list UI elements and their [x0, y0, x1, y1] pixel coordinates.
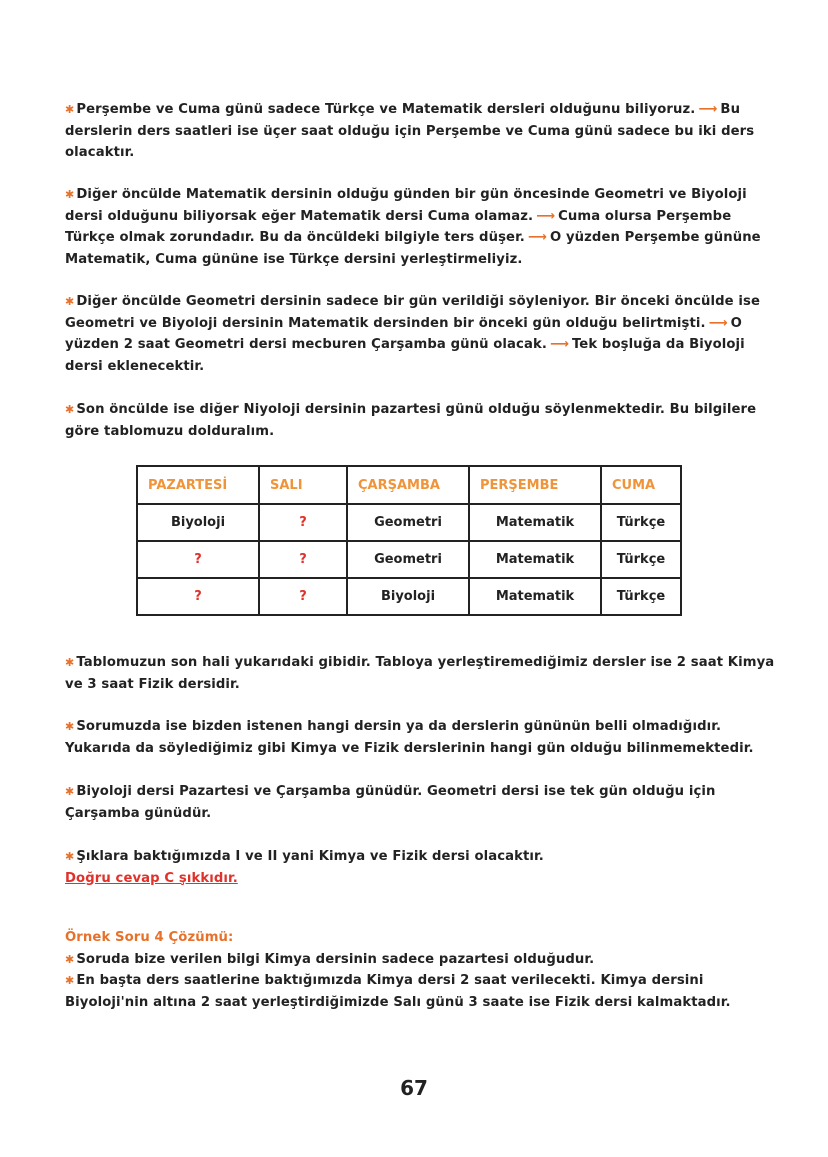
bullet-icon: ✱ [65, 720, 75, 733]
bullet-icon: ✱ [65, 403, 75, 416]
schedule-table [136, 465, 682, 616]
bullet-icon: ✱ [65, 188, 75, 201]
table-cell: Biyoloji [137, 504, 259, 541]
paragraph-text: O yüzden 2 saat Geometri dersi mecburen Çarşamba günü olacak. [65, 315, 742, 352]
table-header-row [137, 466, 681, 504]
table-cell: Biyoloji [347, 578, 469, 615]
table-cell: Türkçe [601, 504, 681, 541]
header-friday: CUMA [601, 466, 681, 504]
paragraph-table-final [65, 652, 777, 695]
paragraph-text: Sorumuzda ise bizden istenen hangi dersin ya da derslerin gününün belli olmadığıdır. Yukarıda da söylediğimiz gibi Kimya ve Fizik derslerinin hangi gün olduğu bilinmemektedir. [65, 719, 754, 756]
table-cell: Türkçe [601, 541, 681, 578]
table-row [137, 578, 681, 615]
paragraph-last-premise [65, 399, 777, 442]
table-cell: ? [259, 578, 347, 615]
table-row [137, 541, 681, 578]
section-title: Örnek Soru 4 Çözümü: [65, 930, 234, 945]
header-monday: PAZARTESİ [137, 466, 259, 504]
header-thursday: PERŞEMBE [469, 466, 601, 504]
table-cell: Matematik [469, 541, 601, 578]
paragraph-answer [65, 846, 777, 889]
table-cell: Geometri [347, 504, 469, 541]
table-cell: Matematik [469, 504, 601, 541]
table-cell: ? [259, 541, 347, 578]
table-row [137, 504, 681, 541]
paragraph-text: Biyoloji dersi Pazartesi ve Çarşamba günüdür. Geometri dersi ise tek gün olduğu için Çarşamba günüdür. [65, 784, 716, 821]
bullet-icon: ✱ [65, 295, 75, 308]
table-cell: ? [137, 541, 259, 578]
paragraph-text: En başta ders saatlerine baktığımızda Kimya dersi 2 saat verilecekti. Kimya dersini Biyoloji'nin altına 2 saat yerleştirdiğimizde Salı günü 3 saate ise Fizik dersi kalmaktadır. [65, 973, 731, 1010]
paragraph-text: O yüzden Perşembe gününe Matematik, Cuma gününe ise Türkçe dersini yerleştirmeliyiz. [65, 230, 761, 267]
paragraph-text: Tablomuzun son hali yukarıdaki gibidir. Tabloya yerleştiremediğimiz dersler ise 2 saat Kimya ve 3 saat Fizik dersidir. [65, 655, 775, 692]
paragraph-text: Soruda bize verilen bilgi Kimya dersinin sadece pazartesi olduğudur. [76, 951, 595, 967]
arrow-right-icon: ⟶ [708, 315, 728, 331]
arrow-right-icon: ⟶ [698, 102, 718, 117]
paragraph-thursday-friday [65, 99, 777, 164]
header-tuesday: SALI [259, 466, 347, 504]
paragraph-text: Şıklara baktığımızda I ve II yani Kimya ve Fizik dersi olacaktır. [76, 849, 544, 864]
paragraph-text: Diğer öncülde Matematik dersinin olduğu günden bir gün öncesinde Geometri ve Biyoloji dersi olduğunu biliyorsak eğer Matematik dersi Cuma olamaz. [65, 187, 747, 224]
bullet-icon: ✱ [65, 850, 75, 863]
table-cell: ? [259, 504, 347, 541]
bullet-icon: ✱ [65, 656, 75, 669]
paragraph-text: Son öncülde ise diğer Niyoloji dersinin pazartesi günü olduğu söylenmektedir. Bu bilgilere göre tablomuzu dolduralım. [65, 402, 757, 439]
page-number: 67 [400, 1076, 428, 1100]
arrow-right-icon: ⟶ [536, 208, 556, 224]
paragraph-text: Perşembe ve Cuma günü sadece Türkçe ve Matematik dersleri olduğunu biliyoruz. [76, 102, 696, 117]
bullet-icon: ✱ [65, 974, 75, 987]
table-cell: ? [137, 578, 259, 615]
paragraph-text: Bu derslerin ders saatleri ise üçer saat olduğu için Perşembe ve Cuma günü sadece bu iki ders olacaktır. [65, 102, 755, 160]
table-cell: Geometri [347, 541, 469, 578]
paragraph-text: Tek boşluğa da Biyoloji dersi eklenecektir. [65, 337, 745, 374]
paragraph-text: Cuma olursa Perşembe Türkçe olmak zorundadır. Bu da öncüldeki bilgiyle ters düşer. [65, 208, 732, 245]
bullet-icon: ✱ [65, 103, 75, 116]
example-4-solution [65, 927, 777, 1013]
paragraph-text: Diğer öncülde Geometri dersinin sadece bir gün verildiği söyleniyor. Bir önceki öncülde ise Geometri ve Biyoloji dersinin Matematik dersinden bir önceki gün olduğu belirtmişti. [65, 294, 761, 331]
table-cell: Türkçe [601, 578, 681, 615]
paragraph-math-premise [65, 184, 777, 270]
bullet-icon: ✱ [65, 785, 75, 798]
paragraph-biology [65, 781, 777, 824]
table-cell: Matematik [469, 578, 601, 615]
correct-answer-text: Doğru cevap C şıkkıdır. [65, 870, 238, 886]
bullet-icon: ✱ [65, 952, 75, 966]
paragraph-question [65, 716, 777, 759]
paragraph-geometry-premise [65, 291, 777, 377]
arrow-right-icon: ⟶ [527, 230, 547, 245]
arrow-right-icon: ⟶ [549, 337, 569, 352]
header-wednesday: ÇARŞAMBA [347, 466, 469, 504]
